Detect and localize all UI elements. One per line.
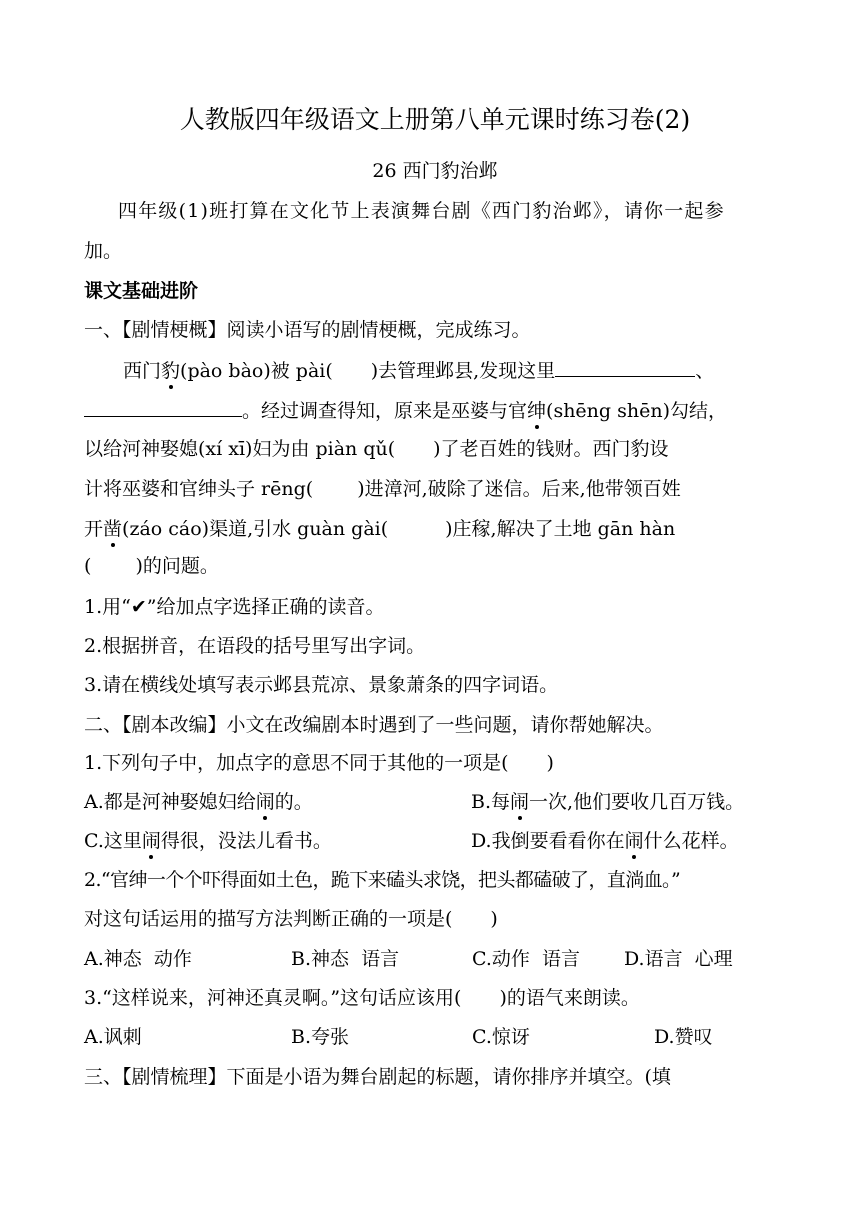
intro-line-2: 加。	[84, 240, 123, 262]
dotted-char: 绅	[527, 400, 547, 422]
dotted-char: 闹	[141, 830, 161, 852]
part1-question-2: 2.根据拼音，在语段的括号里写出字词。	[84, 635, 426, 657]
part2-question-3: 3.“这样说来，河神还真灵啊。”这句话应该用( )的语气来朗读。	[84, 987, 640, 1009]
dotted-char: 闹	[624, 830, 644, 852]
part1-question-3: 3.请在横线处填写表示邺县荒凉、景象萧条的四字词语。	[84, 674, 559, 696]
part2-heading: 二、【剧本改编】小文在改编剧本时遇到了一些问题，请你帮她解决。	[84, 714, 664, 736]
part1-paragraph-line-2: 。经过调查得知，原来是巫婆与官绅(shēng shēn)勾结，	[84, 396, 727, 424]
dotted-char: 凿	[103, 518, 123, 540]
part1-paragraph-line-6: ( )的问题。	[84, 555, 219, 577]
lesson-title: 26 西门豹治邺	[372, 160, 498, 182]
section-heading-basic: 课文基础进阶	[84, 280, 199, 302]
intro-line-1: 四年级(1)班打算在文化节上表演舞台剧《西门豹治邺》，请你一起参	[118, 200, 725, 222]
dotted-char: 豹	[161, 360, 181, 382]
part2-q3-option-d[interactable]: D.赞叹	[654, 1026, 713, 1048]
dotted-char: 闹	[255, 791, 275, 813]
part2-q1-option-a[interactable]: A.都是河神娶媳妇给闹的。	[84, 791, 313, 813]
part2-q2-option-a[interactable]: A.神态 动作	[84, 948, 192, 970]
part2-q1-option-b[interactable]: B.每闹一次,他们要收几百万钱。	[471, 791, 745, 813]
part2-q1-option-c[interactable]: C.这里闹得很，没法儿看书。	[84, 830, 332, 852]
part2-q1-option-d[interactable]: D.我倒要看看你在闹什么花样。	[471, 830, 739, 852]
answer-blank-1[interactable]	[555, 356, 695, 377]
part2-q2-option-b[interactable]: B.神态 语言	[291, 948, 400, 970]
part1-paragraph-line-4: 计将巫婆和官绅头子 rēng( )进漳河,破除了迷信。后来,他带领百姓	[84, 478, 681, 500]
part2-question-2-line-1: 2.“官绅一个个吓得面如土色，跪下来磕头求饶，把头都磕破了，直淌血。”	[84, 869, 681, 891]
page-title: 人教版四年级语文上册第八单元课时练习卷(2)	[179, 105, 691, 134]
part2-q2-option-c[interactable]: C.动作 语言	[472, 948, 580, 970]
part2-q3-option-b[interactable]: B.夸张	[291, 1026, 350, 1048]
part2-q3-option-c[interactable]: C.惊讶	[472, 1026, 530, 1048]
dotted-char: 闹	[510, 791, 530, 813]
part1-paragraph-line-3: 以给河神娶媳(xí xī)妇为由 piàn qǔ( )了老百姓的钱财。西门豹设	[84, 438, 669, 460]
part1-paragraph-line-5: 开凿(záo cáo)渠道,引水 guàn gài( )庄稼,解决了土地 gān hàn	[84, 518, 676, 540]
part2-q2-option-d[interactable]: D.语言 心理	[624, 948, 733, 970]
part1-paragraph-line-1: 西门豹(pào bào)被 pài( )去管理邺县,发现这里 、	[123, 356, 714, 384]
answer-blank-2[interactable]	[84, 396, 242, 417]
part2-question-1: 1.下列句子中，加点字的意思不同于其他的一项是( )	[84, 752, 554, 774]
part1-question-1: 1.用“✔”给加点字选择正确的读音。	[84, 596, 385, 618]
part3-heading: 三、【剧情梳理】下面是小语为舞台剧起的标题，请你排序并填空。(填	[84, 1066, 671, 1088]
part2-question-2-line-2: 对这句话运用的描写方法判断正确的一项是( )	[84, 908, 498, 930]
part1-heading: 一、【剧情梗概】阅读小语写的剧情梗概，完成练习。	[84, 319, 531, 341]
part2-q3-option-a[interactable]: A.讽刺	[84, 1026, 142, 1048]
